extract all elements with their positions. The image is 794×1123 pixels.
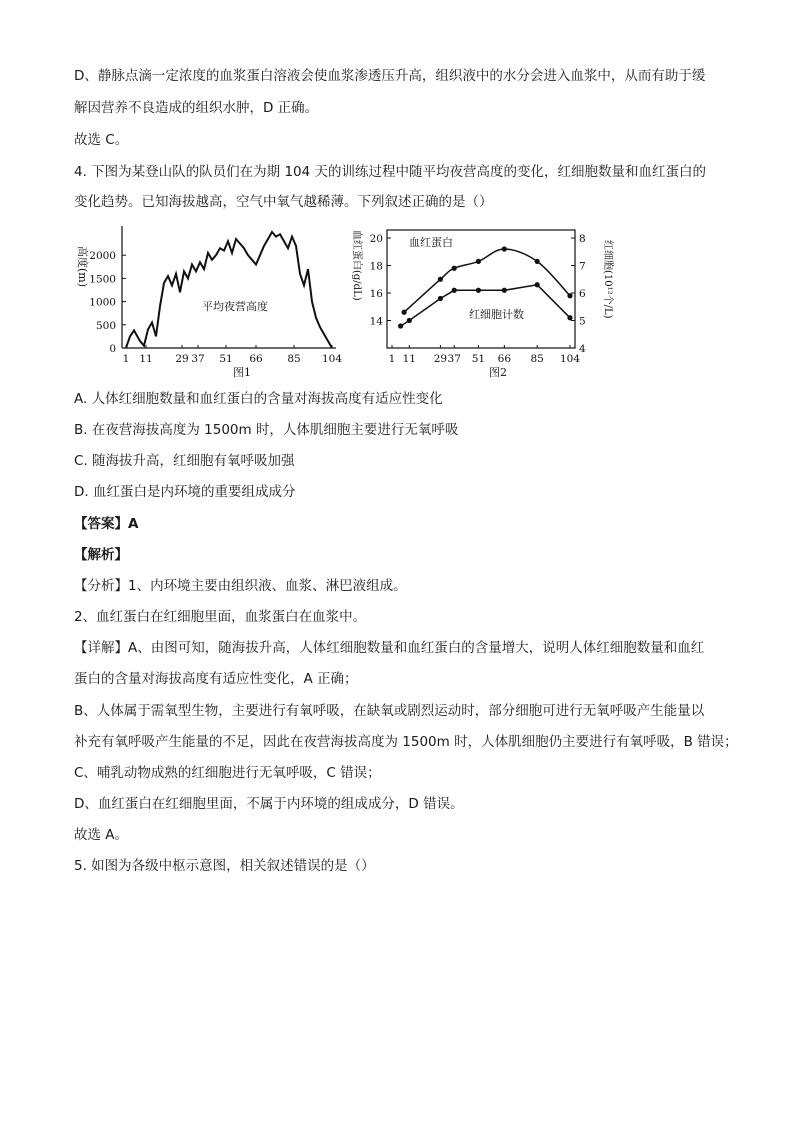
text-line: 解因营养不良造成的组织水肿，D 正确。 [74, 100, 319, 116]
x-tick-label: 85 [287, 353, 301, 365]
y-tick-label-left: 16 [369, 288, 383, 300]
analysis-line: 2、血红蛋白在红细胞里面，血浆蛋白在血浆中。 [74, 609, 367, 625]
x-tick-label: 37 [191, 353, 205, 365]
detail-line: C、哺乳动物成熟的红细胞进行无氧呼吸，C 错误； [74, 765, 381, 781]
detail-line: 故选 A。 [74, 827, 129, 843]
x-tick-label: 1 [388, 353, 396, 365]
altitude-line [126, 232, 332, 348]
hemoglobin-point [452, 266, 457, 271]
figure-2-ylabel-right: 红细胞(10¹²个/L) [602, 240, 613, 319]
x-tick-label: 29 [433, 353, 448, 365]
x-tick-label: 66 [497, 353, 512, 365]
x-tick-label: 11 [402, 353, 416, 365]
hemoglobin-point [476, 259, 481, 264]
y-tick-label-right: 4 [579, 343, 586, 355]
y-tick-label-right: 7 [579, 260, 586, 273]
legend-hemoglobin: 血红蛋白 [409, 236, 453, 249]
hemoglobin-line [404, 249, 570, 312]
detail-line: 补充有氧呼吸产生能量的不足，因此在夜营海拔高度为 1500m 时，人体肌细胞仍主要进行有氧呼吸，B 错误； [74, 734, 738, 750]
question-5-stem: 5. 如图为各级中枢示意图，相关叙述错误的是（） [74, 858, 375, 874]
hemoglobin-point [567, 293, 572, 298]
figures [74, 222, 614, 382]
y-tick-label: 500 [95, 319, 116, 332]
x-tick-label: 51 [471, 353, 486, 365]
rbc-point [407, 318, 412, 323]
x-tick-label: 51 [219, 353, 233, 365]
hemoglobin-point [502, 246, 507, 251]
rbc-point [476, 288, 481, 293]
detail-line: B、人体属于需氧型生物，主要进行有氧呼吸，在缺氧或剧烈运动时，部分细胞可进行无氧呼吸产生能量以 [74, 703, 705, 719]
detail-line: D、血红蛋白在红细胞里面，不属于内环境的组成成分，D 错误。 [74, 796, 464, 812]
figure-1-caption: 图1 [233, 366, 251, 379]
legend-rbc: 红细胞计数 [469, 308, 524, 321]
rbc-point [398, 323, 403, 328]
x-tick-label: 37 [447, 353, 461, 365]
rbc-point [452, 288, 457, 293]
rbc-point [502, 288, 507, 293]
analysis-heading: 【解析】 [74, 547, 128, 563]
answer-heading: 【答案】A [74, 516, 139, 532]
x-tick-label: 1 [122, 353, 130, 365]
x-tick-label: 104 [559, 353, 581, 365]
figure-2-ylabel-left: 血红蛋白(g/dL) [351, 230, 362, 301]
y-tick-label-left: 18 [369, 260, 383, 273]
question-4-stem: 4. 下图为某登山队的队员们在为期 104 天的训练过程中随平均夜营高度的变化，红细胞数量和血红蛋白的 [74, 164, 707, 180]
y-tick-label: 2000 [89, 250, 116, 263]
text-line: 故选 C。 [74, 132, 129, 148]
rbc-point [567, 315, 572, 320]
y-tick-label-left: 20 [369, 233, 383, 245]
x-tick-label: 85 [530, 353, 544, 365]
question-4-stem: 变化趋势。已知海拔越高，空气中氧气越稀薄。下列叙述正确的是（） [74, 194, 493, 210]
y-tick-label-right: 6 [579, 288, 586, 300]
rbc-point [535, 282, 540, 287]
figure-1-chart [74, 222, 344, 382]
figure-1-ylabel: 高度(m) [76, 246, 89, 288]
y-tick-label: 0 [109, 343, 116, 355]
option-a: A. 人体红细胞数量和血红蛋白的含量对海拔高度有适应性变化 [74, 391, 443, 407]
hemoglobin-point [401, 310, 406, 315]
y-tick-label-right: 5 [579, 315, 586, 328]
analysis-line: 【分析】1、内环境主要由组织液、血浆、淋巴液组成。 [74, 578, 407, 594]
figure-2-chart [349, 222, 614, 382]
text-line: D、静脉点滴一定浓度的血浆蛋白溶液会使血浆渗透压升高，组织液中的水分会进入血浆中，从而有助于缓 [74, 68, 706, 84]
x-tick-label: 29 [175, 353, 189, 365]
y-tick-label: 1000 [89, 296, 116, 309]
figure-1-annotation: 平均夜营高度 [202, 300, 268, 313]
detail-line: 【详解】A、由图可知，随海拔升高，人体红细胞数量和血红蛋白的含量增大，说明人体红细胞数量和血红 [74, 640, 705, 656]
detail-line: 蛋白的含量对海拔高度有适应性变化，A 正确； [74, 671, 358, 687]
hemoglobin-point [438, 277, 443, 282]
y-tick-label-left: 14 [369, 315, 383, 328]
y-tick-label: 1500 [89, 273, 116, 286]
rbc-point [438, 296, 443, 301]
option-c: C. 随海拔升高，红细胞有氧呼吸加强 [74, 453, 295, 469]
option-d: D. 血红蛋白是内环境的重要组成成分 [74, 484, 296, 500]
y-tick-label-right: 8 [579, 233, 586, 245]
hemoglobin-point [535, 259, 540, 264]
figure-2-caption: 图2 [489, 366, 507, 379]
x-tick-label: 104 [321, 353, 343, 365]
x-tick-label: 66 [249, 353, 263, 365]
x-tick-label: 11 [139, 353, 153, 365]
option-b: B. 在夜营海拔高度为 1500m 时，人体肌细胞主要进行无氧呼吸 [74, 422, 459, 438]
figure-2-axes [370, 230, 586, 365]
